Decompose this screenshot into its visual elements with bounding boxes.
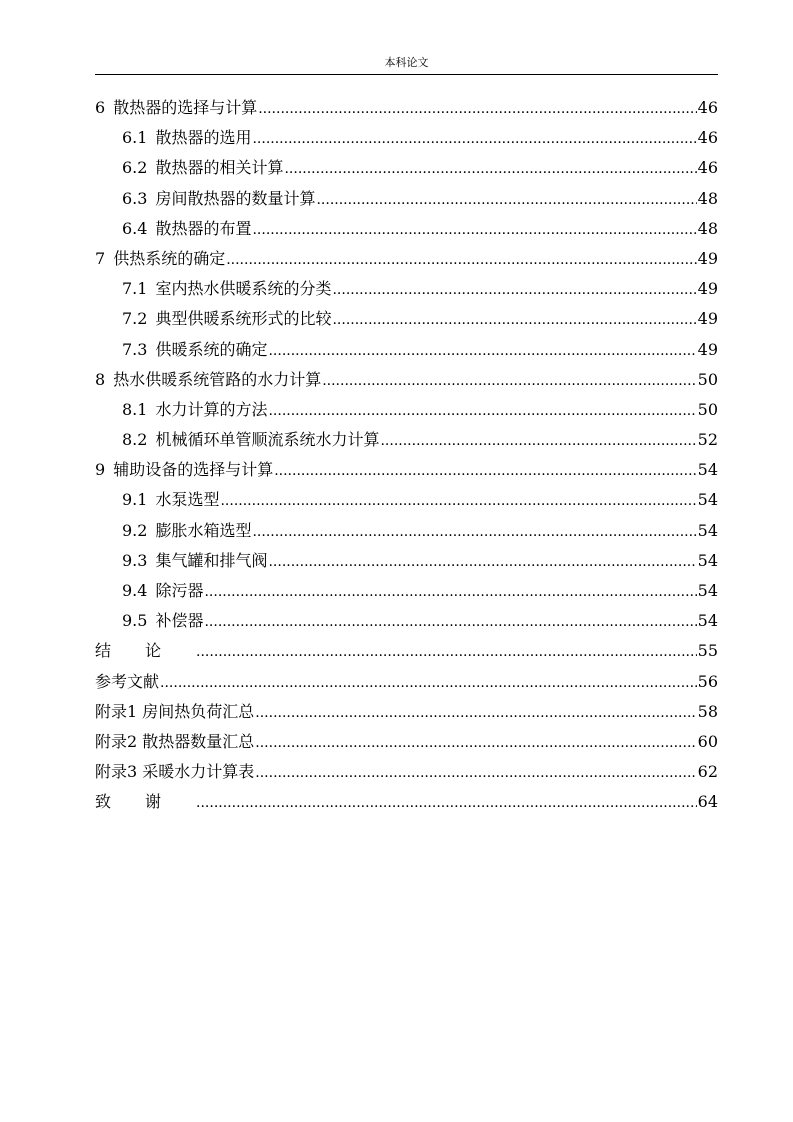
toc-leader-dots [252,516,696,547]
page-header: 本科论文 [384,56,429,69]
toc-leader-dots [322,365,696,396]
toc-leader-dots [255,697,696,728]
toc-leader-dots [332,274,696,305]
toc-entry-title: 致谢 [95,792,196,812]
toc-entry[interactable] [95,244,718,274]
toc-leader-dots [252,123,696,154]
header-rule [95,74,718,75]
toc-entry[interactable] [95,425,718,455]
toc-entry[interactable] [95,455,718,485]
toc-leader-dots [268,335,696,366]
toc-entry[interactable] [95,576,718,606]
toc-leader-dots [204,576,696,607]
toc-entry-title: 水泵选型 [155,490,220,510]
toc-entry-title: 附录2 散热器数量汇总 [95,731,255,751]
toc-entry-title: 散热器的选用 [155,128,252,148]
toc-entry[interactable] [95,335,718,365]
toc-entry-title: 供暖系统的确定 [155,339,268,359]
toc-entry-number: 9.2 [122,520,148,540]
toc-leader-dots [196,787,697,818]
toc-entry-number: 8.1 [122,399,148,419]
toc-entry-page: 46 [697,158,718,178]
toc-entry-number: 6.2 [122,158,148,178]
toc-leader-dots [204,606,696,637]
toc-entry-number: 9.1 [122,490,148,510]
toc-entry-title: 室内热水供暖系统的分类 [155,279,332,299]
toc-entry[interactable] [95,365,718,395]
toc-entry-number: 9.5 [122,611,148,631]
toc-entry-page: 49 [697,279,718,299]
toc-entry-title: 集气罐和排气阀 [155,550,268,570]
toc-entry[interactable] [95,757,718,787]
toc-entry-title: 参考文献 [95,671,160,691]
toc-entry-title: 散热器的选择与计算 [113,98,258,117]
toc-entry-number: 7.2 [122,309,148,329]
toc-entry-page: 52 [697,430,718,450]
toc-leader-dots [160,667,697,698]
toc-entry[interactable] [95,395,718,425]
toc-entry-title: 房间散热器的数量计算 [155,188,316,208]
toc-leader-dots [274,455,696,486]
toc-leader-dots [268,395,696,426]
toc-entry-page: 60 [697,731,718,751]
toc-leader-dots [220,485,696,516]
toc-entry[interactable] [95,606,718,636]
toc-entry-title: 附录1 房间热负荷汇总 [95,701,255,721]
toc-entry-page: 62 [697,762,718,782]
toc-entry-page: 54 [697,520,718,540]
toc-entry[interactable] [95,123,718,153]
toc-leader-dots [252,214,696,245]
toc-entry-title: 水力计算的方法 [155,399,268,419]
toc-entry-title: 附录3 采暖水力计算表 [95,762,255,782]
toc-entry-title: 膨胀水箱选型 [155,520,252,540]
toc-entry-page: 54 [697,490,718,510]
toc-entry-number: 8.2 [122,430,148,450]
toc-entry-page: 48 [697,218,718,238]
toc-entry[interactable] [95,727,718,757]
toc-entry-number: 7.3 [122,339,148,359]
toc-entry-page: 50 [697,369,718,389]
toc-leader-dots [332,304,696,335]
toc-entry-title: 典型供暖系统形式的比较 [155,309,332,329]
toc-entry-page: 46 [697,98,718,117]
toc-entry-page: 50 [697,399,718,419]
toc-entry-number: 6 [95,98,106,117]
toc-entry-page: 48 [697,188,718,208]
toc-entry-page: 64 [697,792,718,812]
toc-entry[interactable] [95,214,718,244]
toc-leader-dots [196,636,697,667]
toc-entry-number: 7 [95,248,106,268]
toc-leader-dots [258,93,696,124]
toc-entry-title: 热水供暖系统管路的水力计算 [113,369,322,389]
toc-entry[interactable] [95,667,718,697]
toc-entry-page: 54 [697,460,718,480]
toc-entry-number: 6.4 [122,218,148,238]
toc-entry-page: 49 [697,248,718,268]
toc-entry[interactable] [95,153,718,183]
toc-entry-number: 7.1 [122,279,148,299]
toc-leader-dots [284,153,696,184]
toc-entry[interactable] [95,516,718,546]
toc-leader-dots [268,546,696,577]
toc-entry-title: 机械循环单管顺流系统水力计算 [155,430,380,450]
toc-entry-title: 辅助设备的选择与计算 [113,460,274,480]
toc-entry-number: 6.3 [122,188,148,208]
toc-entry-page: 54 [697,581,718,600]
toc-entry-number: 8 [95,369,106,389]
toc-entry-title: 除污器 [155,581,204,600]
toc-entry-title: 补偿器 [155,611,204,631]
toc-entry[interactable] [95,93,718,123]
toc-entry-number: 9 [95,460,106,480]
toc-leader-dots [226,244,696,275]
toc-entry-page: 49 [697,309,718,329]
toc-entry[interactable] [95,546,718,576]
toc-entry-page: 46 [697,128,718,148]
table-of-contents [95,93,718,818]
toc-entry-page: 54 [697,611,718,631]
toc-entry-number: 9.4 [122,581,148,600]
toc-entry[interactable] [95,697,718,727]
toc-leader-dots [380,425,696,456]
toc-entry[interactable] [95,787,718,817]
toc-entry[interactable] [95,274,718,304]
toc-entry-title: 供热系统的确定 [113,248,226,268]
toc-entry-page: 54 [697,550,718,570]
toc-leader-dots [255,757,696,788]
toc-entry-number: 9.3 [122,550,148,570]
toc-leader-dots [316,184,696,215]
toc-entry-page: 49 [697,339,718,359]
toc-entry-page: 55 [697,641,718,661]
toc-entry-title: 结论 [95,641,196,661]
toc-entry[interactable] [95,636,718,666]
toc-entry-title: 散热器的布置 [155,218,252,238]
toc-entry[interactable] [95,184,718,214]
toc-leader-dots [255,727,696,758]
toc-entry-page: 56 [697,671,718,691]
toc-entry-number: 6.1 [122,128,148,148]
toc-entry-title: 散热器的相关计算 [155,158,284,178]
toc-entry[interactable] [95,485,718,515]
toc-entry[interactable] [95,304,718,334]
toc-entry-page: 58 [697,701,718,721]
